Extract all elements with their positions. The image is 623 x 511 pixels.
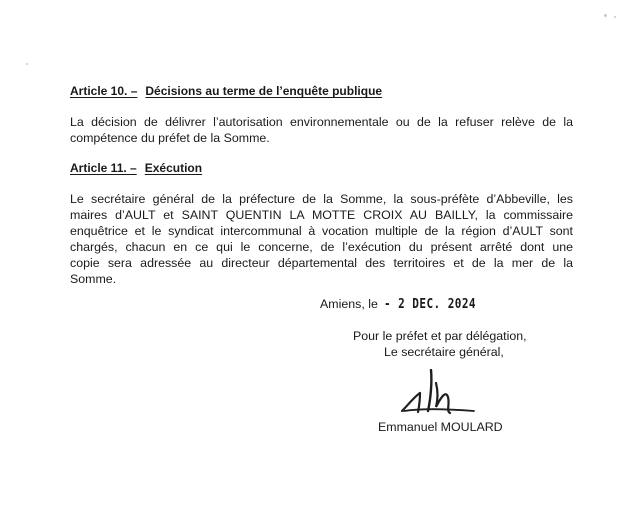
article-10-body: [70, 114, 573, 146]
scan-speck: [26, 63, 28, 65]
article-11-line: copie sera adressée au directeur départemental des territoires et de la mer de la: [70, 256, 573, 270]
scan-speck: [604, 14, 607, 17]
article-11-line: chargés, chacun en ce qui le concerne, de l’exécution du présent arrêté dont une: [70, 240, 573, 254]
article-11-heading: [70, 161, 202, 175]
article-10-line: La décision de délivrer l’autorisation environnementale ou de la refuser relève de la: [70, 115, 573, 129]
article-10-heading: [70, 84, 382, 98]
article-11-line: Somme.: [70, 272, 117, 286]
article-10-title: Décisions au terme de l’enquête publique: [145, 84, 383, 98]
article-11-title: Exécution: [144, 161, 203, 175]
delegation-line-1: Pour le préfet et par délégation,: [353, 329, 527, 343]
article-11-line: enquêtrice et le syndicat intercommunal à vocation multiple de la région d’AULT sont: [70, 224, 573, 238]
signature-date: [320, 297, 492, 312]
article-10-line: compétence du préfet de la Somme.: [70, 131, 270, 145]
delegation-line-2: Le secrétaire général,: [384, 345, 504, 359]
signatory-name: Emmanuel MOULARD: [378, 420, 503, 434]
handwritten-signature: [398, 369, 478, 415]
article-10-number: Article 10. –: [70, 84, 138, 98]
signature-place: Amiens, le: [320, 297, 378, 311]
date-stamp: - 2 DEC. 2024: [383, 297, 476, 312]
article-11-line: maires d’AULT et SAINT QUENTIN LA MOTTE CROIX AU BAILLY, la commissaire: [70, 208, 573, 222]
scan-speck: [614, 16, 616, 18]
article-11-number: Article 11. –: [70, 161, 137, 175]
article-11-line: Le secrétaire général de la préfecture de la Somme, la sous-préfète d’Abbeville, les: [70, 192, 573, 206]
article-11-body: [70, 191, 573, 287]
